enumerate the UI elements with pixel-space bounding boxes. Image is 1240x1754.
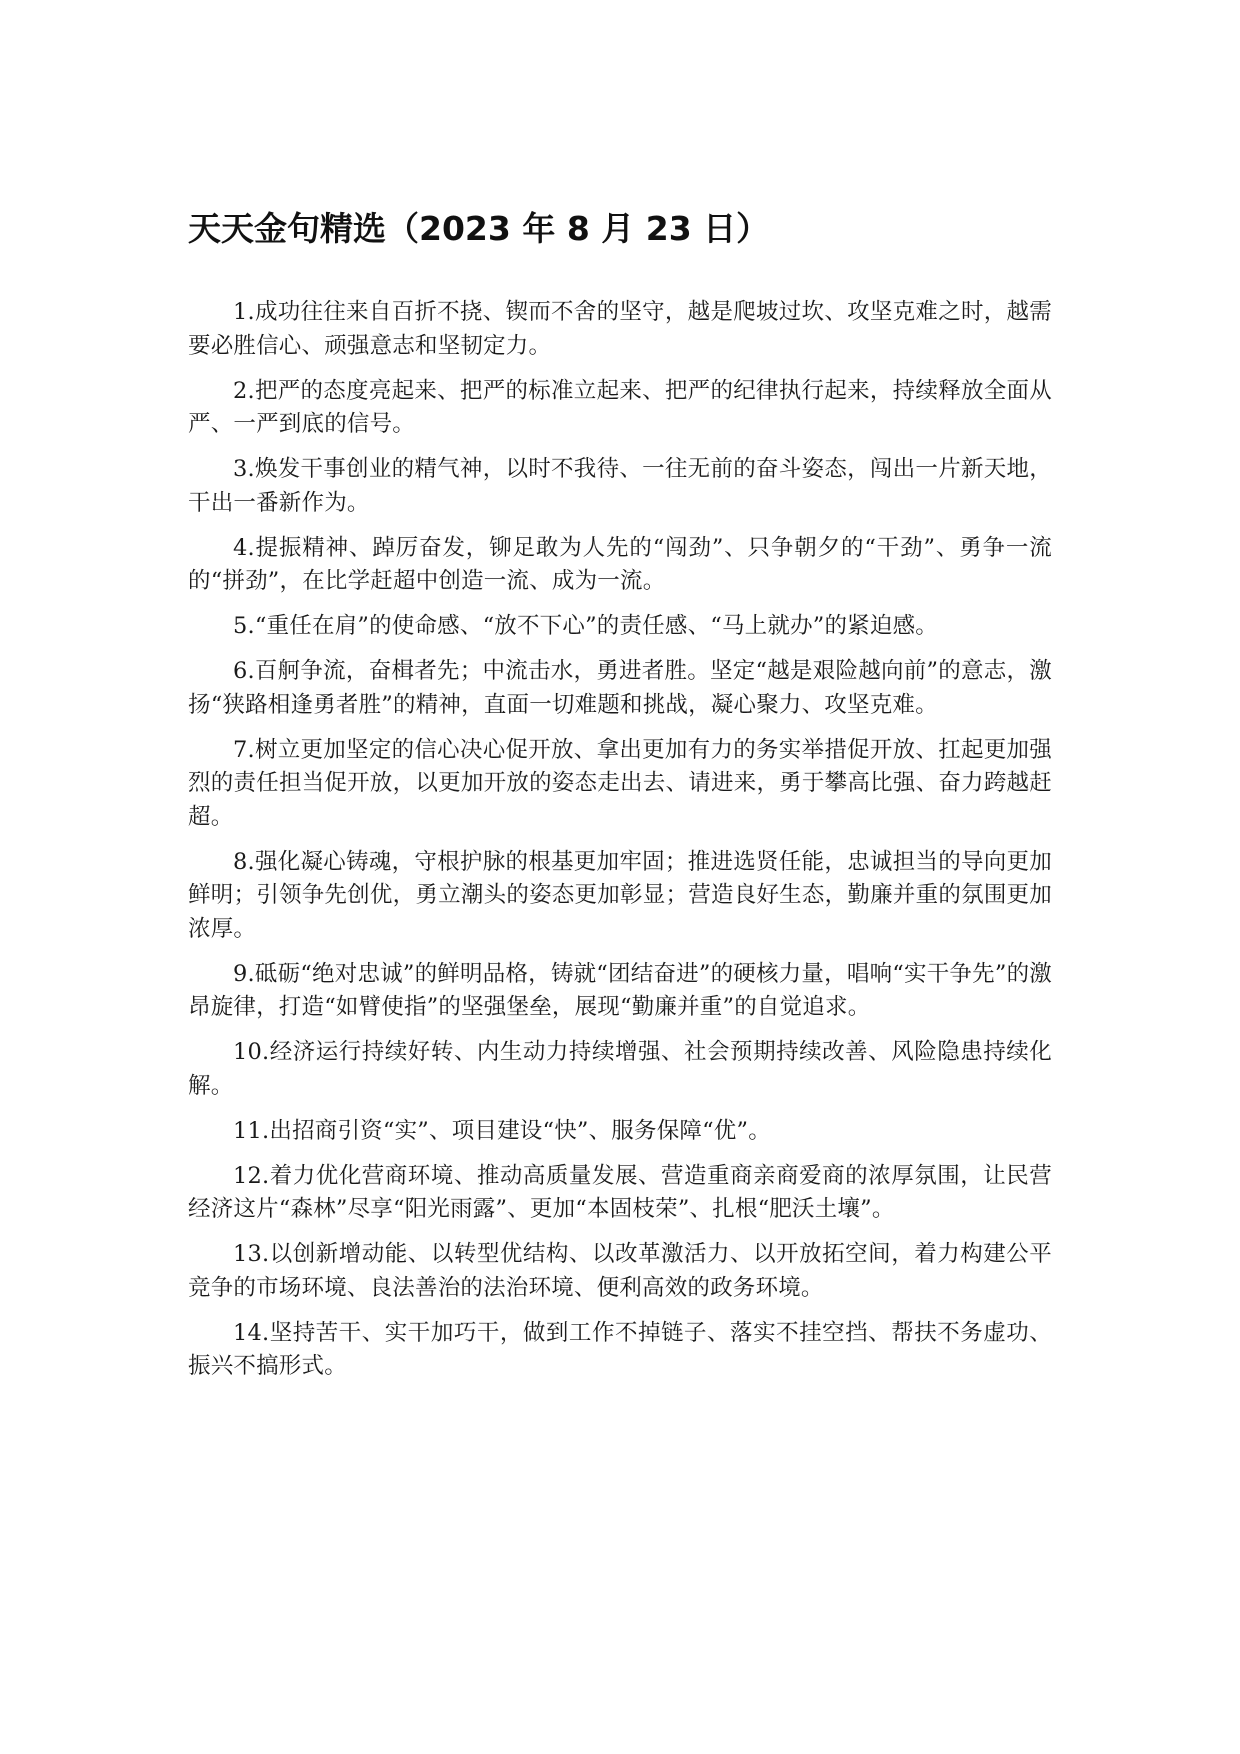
quote-paragraph: 10.经济运行持续好转、内生动力持续增强、社会预期持续改善、风险隐患持续化解。 (188, 1039, 1052, 1099)
quote-paragraph: 4.提振精神、踔厉奋发，铆足敢为人先的“闯劲”、只争朝夕的“干劲”、勇争一流的“拼劲”，在比学赶超中创造一流、成为一流。 (188, 534, 1052, 594)
quote-paragraph: 12.着力优化营商环境、推动高质量发展、营造重商亲商爱商的浓厚氛围，让民营经济这片“森林”尽享“阳光雨露”、更加“本固枝荣”、扎根“肥沃土壤”。 (188, 1162, 1052, 1222)
quote-paragraph: 5.“重任在肩”的使命感、“放不下心”的责任感、“马上就办”的紧迫感。 (233, 613, 938, 639)
quote-paragraph: 2.把严的态度亮起来、把严的标准立起来、把严的纪律执行起来，持续释放全面从严、一严到底的信号。 (188, 377, 1052, 437)
quote-paragraph: 14.坚持苦干、实干加巧干，做到工作不掉链子、落实不挂空挡、帮扶不务虚功、振兴不搞形式。 (188, 1319, 1052, 1379)
quote-paragraph: 11.出招商引资“实”、项目建设“快”、服务保障“优”。 (233, 1117, 771, 1144)
quote-paragraph: 13.以创新增动能、以转型优结构、以改革激活力、以开放拓空间，着力构建公平竞争的市场环境、良法善治的法治环境、便利高效的政务环境。 (188, 1241, 1052, 1301)
quote-paragraph: 8.强化凝心铸魂，守根护脉的根基更加牢固；推进选贤任能，忠诚担当的导向更加鲜明；引领争先创优，勇立潮头的姿态更加彰显；营造良好生态，勤廉并重的氛围更加浓厚。 (188, 848, 1052, 942)
quote-list (188, 296, 1052, 1384)
quote-paragraph: 1.成功往往来自百折不挠、锲而不舍的坚守，越是爬坡过坎、攻坚克难之时，越需要必胜信心、顽强意志和坚韧定力。 (188, 299, 1052, 359)
quote-paragraph: 7.树立更加坚定的信心决心促开放、拿出更加有力的务实举措促开放、扛起更加强烈的责任担当促开放，以更加开放的姿态走出去、请进来，勇于攀高比强、奋力跨越赶超。 (188, 736, 1052, 830)
document-title: 天天金句精选（2023 年 8 月 23 日） (188, 209, 770, 248)
quote-paragraph: 6.百舸争流，奋楫者先；中流击水，勇进者胜。坚定“越是艰险越向前”的意志，激扬“狭路相逢勇者胜”的精神，直面一切难题和挑战，凝心聚力、攻坚克难。 (188, 658, 1052, 718)
document-page (188, 204, 1052, 1395)
quote-paragraph: 3.焕发干事创业的精气神，以时不我待、一往无前的奋斗姿态，闯出一片新天地，干出一番新作为。 (188, 456, 1052, 516)
quote-paragraph: 9.砥砺“绝对忠诚”的鲜明品格，铸就“团结奋进”的硬核力量，唱响“实干争先”的激昂旋律，打造“如臂使指”的坚强堡垒，展现“勤廉并重”的自觉追求。 (188, 960, 1052, 1020)
